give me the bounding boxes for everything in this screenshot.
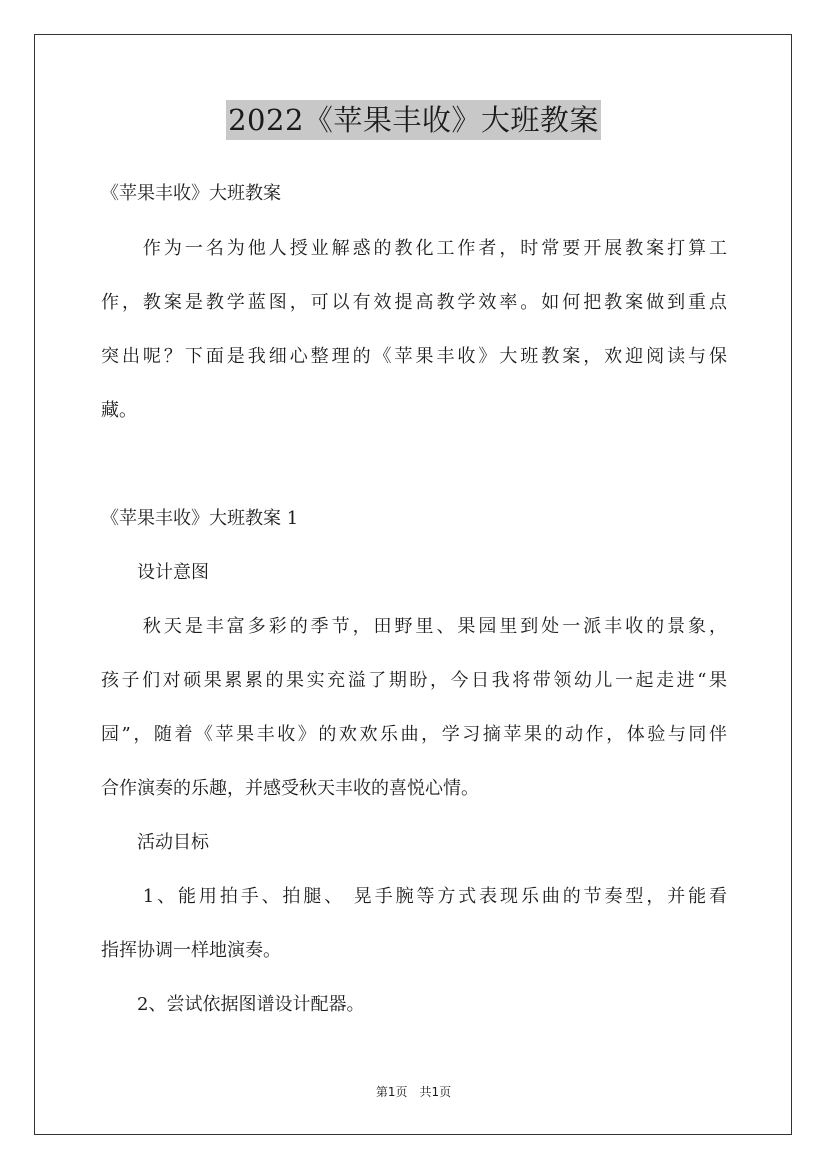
design-line: 秋天是丰富多彩的季节，田野里、果园里到处一派丰收的景象，	[101, 616, 727, 637]
goals-heading: 活动目标	[101, 832, 209, 853]
title-container	[0, 100, 827, 140]
goal-line: 1、能用拍手、拍腿、 晃手腕等方式表现乐曲的节奏型，并能看	[101, 886, 727, 907]
document-subtitle: 《苹果丰收》大班教案	[101, 183, 281, 204]
document-title: 2022《苹果丰收》大班教案	[226, 100, 601, 140]
intro-line: 作，教案是教学蓝图，可以有效提高教学效率。如何把教案做到重点	[101, 292, 727, 313]
intro-line: 作为一名为他人授业解惑的教化工作者，时常要开展教案打算工	[101, 238, 727, 259]
goal-line: 指挥协调一样地演奏。	[101, 940, 281, 961]
section-heading: 《苹果丰收》大班教案 1	[101, 508, 299, 529]
design-line: 孩子们对硕果累累的果实充溢了期盼，今日我将带领幼儿一起走进“果	[101, 670, 727, 691]
intro-line: 藏。	[101, 400, 137, 421]
page-number-footer: 第1页 共1页	[375, 1085, 452, 1099]
design-line: 合作演奏的乐趣，并感受秋天丰收的喜悦心情。	[101, 778, 479, 799]
design-heading: 设计意图	[101, 562, 209, 583]
design-line: 园”，随着《苹果丰收》的欢欢乐曲，学习摘苹果的动作，体验与同伴	[101, 724, 727, 745]
goal-line: 2、尝试依据图谱设计配器。	[101, 994, 365, 1015]
intro-line: 突出呢？下面是我细心整理的《苹果丰收》大班教案，欢迎阅读与保	[101, 346, 727, 367]
